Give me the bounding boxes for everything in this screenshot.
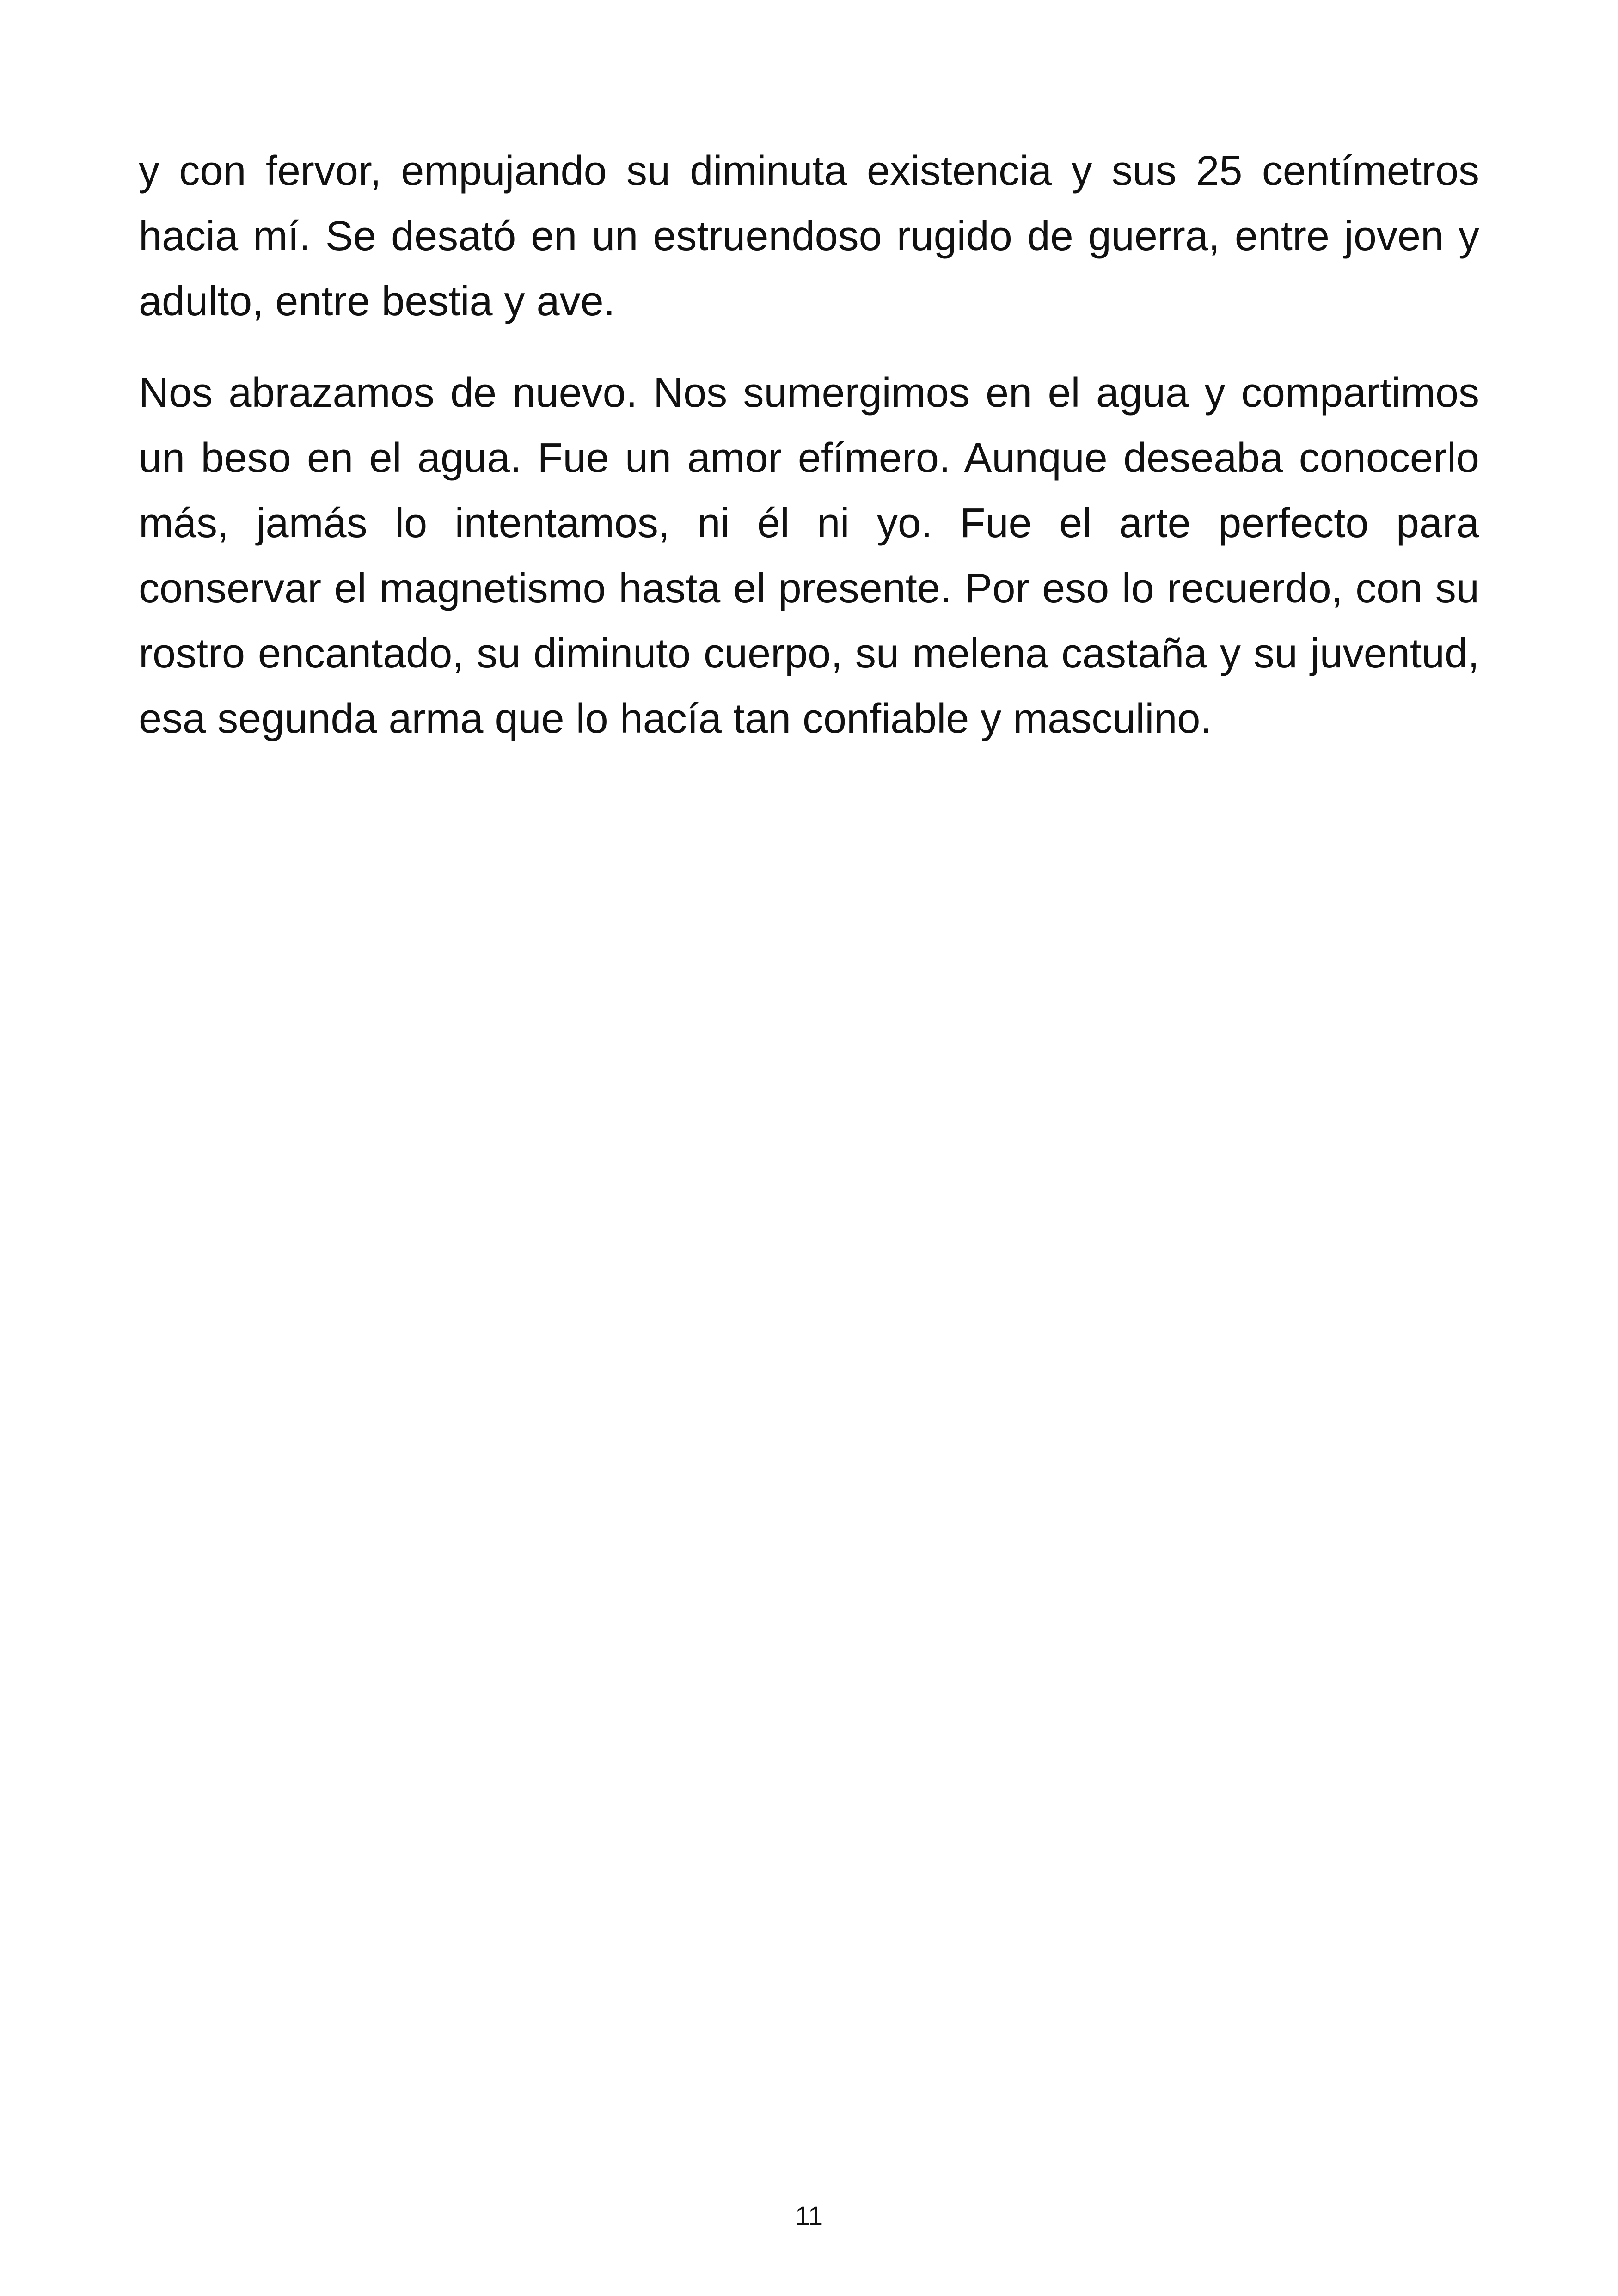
page-number: 11	[795, 2201, 823, 2231]
paragraph-1: y con fervor, empujando su diminuta existencia y sus 25 centímetros hacia mí. Se desató en un estruendoso rugido de guerra, entre joven y adulto, entre bestia y ave.	[139, 148, 1479, 325]
paragraph-2: Nos abrazamos de nuevo. Nos sumergimos en el agua y compartimos un beso en el agua. Fue un amor efímero. Aunque deseaba conocerlo más, jamás lo intentamos, ni él ni yo. Fue el arte perfecto para conservar el magnetismo hasta el presente. Por eso lo recuerdo, con su rostro encantado, su diminuto cuerpo, su melena castaña y su juventud, esa segunda arma que lo hacía tan confiable y masculino.	[139, 370, 1479, 742]
body-text	[139, 139, 1479, 778]
